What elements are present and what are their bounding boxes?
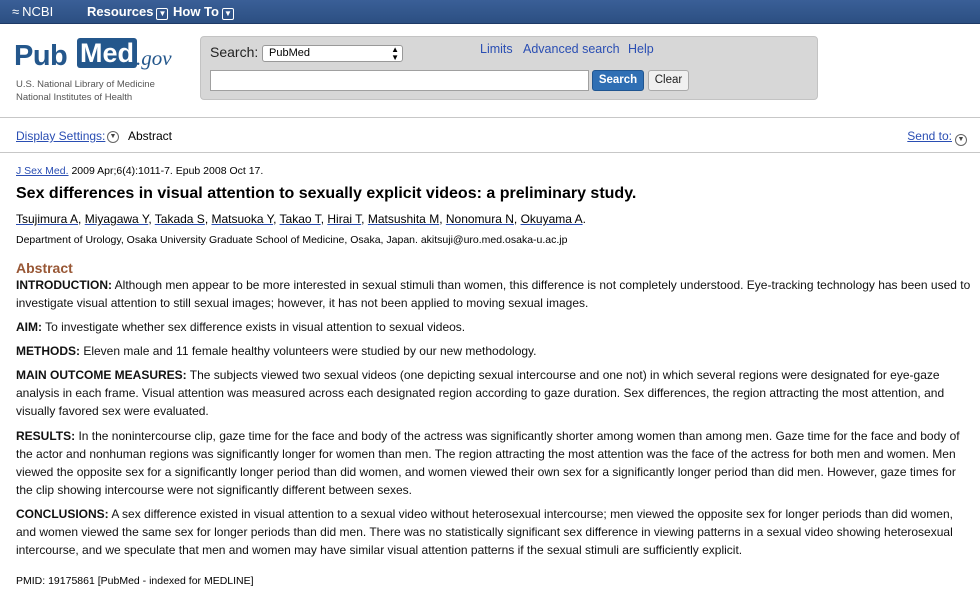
nih-label: National Institutes of Health	[16, 92, 133, 103]
author-link[interactable]: Miyagawa Y	[84, 212, 149, 226]
logo-gov-text: .gov	[136, 46, 172, 70]
help-link[interactable]: Help	[628, 42, 654, 56]
divider	[0, 152, 980, 153]
abstract-section-aim: AIM: To investigate whether sex difference exists in visual attention to sexual videos.	[16, 320, 466, 334]
pubmed-logo[interactable]	[14, 34, 194, 106]
ncbi-home-link[interactable]: ≈ NCBI	[12, 4, 54, 19]
display-settings-dropdown-icon[interactable]: ▼	[107, 131, 119, 143]
display-mode-label: Abstract	[128, 129, 173, 143]
citation	[16, 165, 263, 177]
ncbi-logo-icon: ≈	[12, 4, 20, 19]
pmid: PMID: 19175861 [PubMed - indexed for MEDLINE]	[16, 575, 254, 587]
display-settings-link[interactable]: Display Settings:	[16, 129, 106, 143]
ncbi-topbar	[0, 0, 980, 24]
search-button[interactable]: Search	[592, 70, 644, 91]
author-link[interactable]: Takada S	[154, 212, 205, 226]
abstract-section-conclusions: CONCLUSIONS: A sex difference existed in visual attention to a sexual video without heterosexual intercourse; men viewed the opposite sex for longer periods than did women, and women viewed the same sex for longer periods than did men. There was no statistically significant sex difference in viewing patterns in a sexual video showing heterosexual intercourse, and we speculate that men and women may have similar visual attention patterns if the sexual stimuli are sufficiently explicit.	[16, 507, 953, 557]
abstract-section-outcome: MAIN OUTCOME MEASURES: The subjects viewed two sexual videos (one depicting sexual intercourse and one not) in which several regions were designated for eye-gaze analysis in each frame. Visual attention was measured across each designated region according to gaze duration. Sex differences, the region attracting the most attention, and visually favored sex were evaluated.	[16, 368, 945, 418]
author-link[interactable]: Hirai T	[327, 212, 362, 226]
citation-details: 2009 Apr;6(4):1011-7. Epub 2008 Oct 17.	[68, 165, 264, 177]
article-title: Sex differences in visual attention to sexually explicit videos: a preliminary study.	[16, 185, 637, 202]
author-link[interactable]: Okuyama A	[520, 212, 583, 226]
send-to-link[interactable]: Send to: ▼	[907, 129, 967, 146]
chevron-down-icon: ▼	[222, 8, 234, 20]
search-label: Search:	[210, 44, 259, 60]
send-to-dropdown-icon: ▼	[955, 134, 967, 146]
advanced-search-link[interactable]: Advanced search	[523, 42, 620, 56]
abstract-section-introduction: INTRODUCTION: Although men appear to be more interested in sexual stimuli than women, this difference is not completely understood. Eye-tracking technology has been used to investigate visual attention to still sexual images; however, it has not been applied to moving sexual images.	[16, 278, 971, 310]
author-link[interactable]: Matsushita M	[367, 212, 440, 226]
abstract-section-results: RESULTS: In the nonintercourse clip, gaze time for the face and body of the actress was significantly shorter among women than among men. Gaze time for the face and body of the actor and nonhuman regions was significantly longer for women than men. The region attracting the most attention was the face of the actress for both men and women. Men viewed the opposite sex for a significantly longer period than did women, and women viewed their own sex for a significantly longer period than did men. However, gaze times for the clip showing intercourse were not significantly different between sexes.	[16, 429, 960, 497]
howto-menu[interactable]: How To ▼	[173, 4, 234, 20]
limits-link[interactable]: Limits	[480, 42, 513, 56]
updown-arrow-icon: ▲ ▼	[391, 45, 399, 62]
database-select[interactable]: PubMed ▲ ▼	[262, 45, 403, 62]
divider	[0, 117, 980, 118]
journal-link[interactable]: J Sex Med.	[16, 165, 69, 177]
resources-menu[interactable]: Resources ▼	[87, 4, 168, 20]
author-link[interactable]: Nonomura N	[445, 212, 514, 226]
affiliation: Department of Urology, Osaka University Graduate School of Medicine, Osaka, Japan. akitsuji@uro.med.osaka-u.ac.jp	[16, 234, 568, 246]
search-input[interactable]	[210, 70, 589, 91]
nlm-label: U.S. National Library of Medicine	[16, 79, 155, 90]
author-link[interactable]: Takao T	[279, 212, 321, 226]
abstract-section-methods: METHODS: Eleven male and 11 female healthy volunteers were studied by our new methodology.	[16, 344, 537, 358]
chevron-down-icon: ▼	[156, 8, 168, 20]
logo-pub-text: Pub	[14, 40, 68, 72]
author-link[interactable]: Tsujimura A	[16, 212, 79, 226]
logo-med-text: Med	[77, 38, 137, 68]
author-list: Tsujimura A, Miyagawa Y, Takada S, Matsuoka Y, Takao T, Hirai T, Matsushita M, Nonomura N, Okuyama A.	[16, 212, 586, 226]
abstract-heading: Abstract	[16, 260, 73, 276]
clear-button[interactable]: Clear	[648, 70, 689, 91]
author-link[interactable]: Matsuoka Y	[211, 212, 274, 226]
